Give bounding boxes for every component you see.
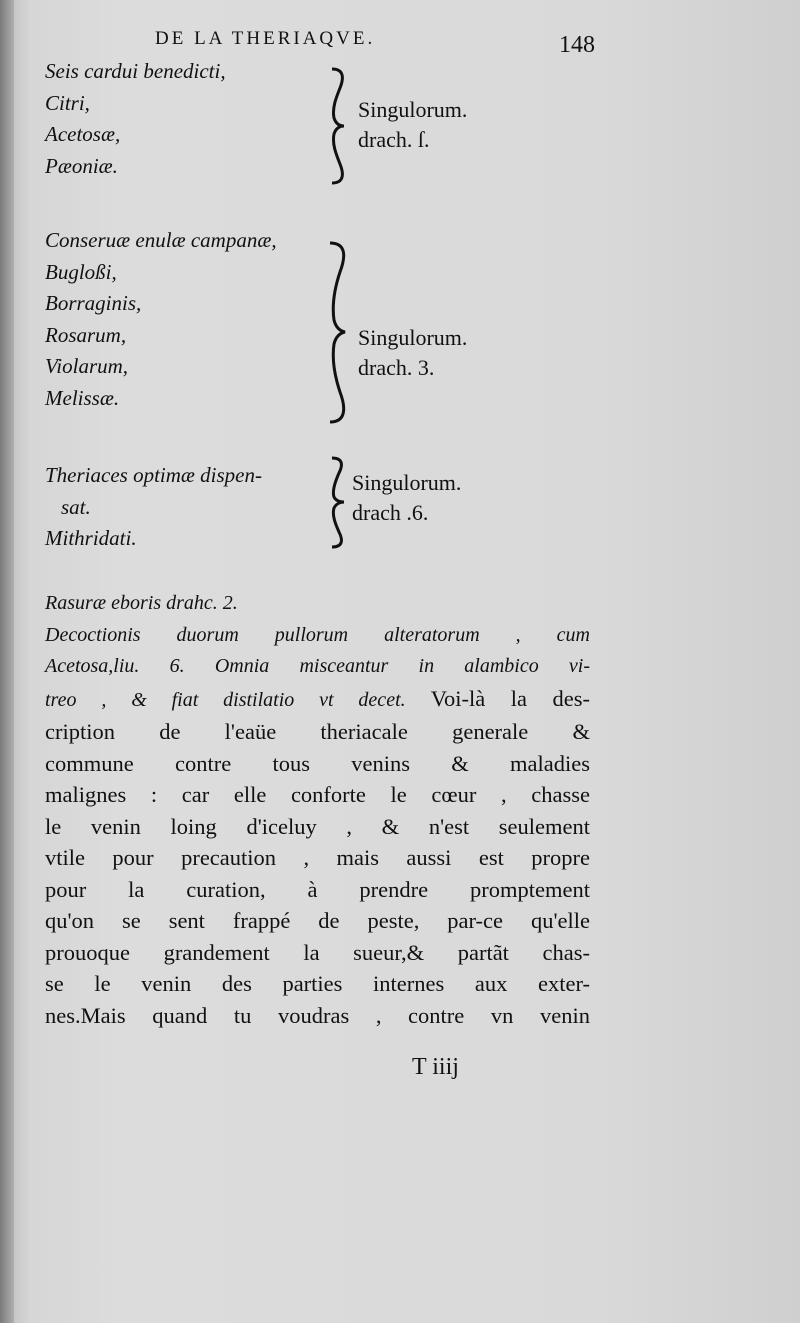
ingredient-item: Pæoniæ. [45,153,118,178]
brace-2 [318,240,348,425]
dose-amount: drach. 3. [358,355,435,380]
dose-amount: drach .6. [352,500,429,525]
dose-2 [358,323,467,383]
text-line: malignes : car elle conforte le cœur , chasse [45,782,590,807]
dose-amount: drach. ſ. [358,127,430,152]
text-line: Rasuræ eboris drahc. 2. [45,592,238,614]
text-line: commune contre tous venins & maladies [45,750,590,776]
brace-1 [318,66,348,186]
dose-label: Singulorum. [358,325,468,350]
page-header [155,28,595,58]
dose-1 [358,95,467,155]
text-line: prouoque grandement la sueur,& partãt chas- [45,939,590,965]
brace-3 [318,455,348,550]
text-line: Acetosa,liu. 6. Omnia misceantur in alambico vi- [45,655,590,677]
ingredient-group-1 [45,56,226,182]
text-line: le venin loing d'iceluy , & n'est seulement [45,813,590,839]
ingredient-item: Acetosæ, [45,122,121,146]
ingredient-item: Melissæ. [45,385,120,410]
dose-3 [352,468,461,528]
running-head: DE LA THERIAQVE. [155,28,376,49]
ingredient-group-2 [45,225,277,414]
text-line: se le venin des parties internes aux exter- [45,971,590,996]
ingredient-item: Rosarum, [45,322,127,347]
text-line: pour la curation, à prendre promptement [45,876,590,902]
text-fragment: Voi-là la des- [405,685,590,711]
ingredient-item: Mithridati. [45,526,137,550]
ingredient-item: Conseruæ enulæ campanæ, [45,228,277,252]
dose-label: Singulorum. [352,470,462,495]
text-line: vtile pour precaution , mais aussi est propre [45,845,590,870]
text-line: nes.Mais quand tu voudras , contre vn venin [45,1002,590,1028]
text-line-mixed [45,683,590,717]
ingredient-item: Borraginis, [45,291,142,315]
dose-label: Singulorum. [358,97,468,122]
signature-mark: T iiij [412,1054,459,1080]
text-line: Decoctionis duorum pullorum alteratorum , cum [45,623,590,646]
ingredient-item: Citri, [45,90,90,115]
ingredient-item: Theriaces optimæ dispen- [45,463,262,487]
ingredient-item: sat. [61,494,91,519]
ingredient-item: Bugloßi, [45,259,117,284]
text-line: cription de l'eaüe theriacale generale & [45,719,590,744]
text-fragment-italic: treo , & fiat distilatio vt decet. [45,688,406,711]
book-spine-shadow [0,0,14,1323]
page-number: 148 [559,32,595,58]
ingredient-item: Violarum, [45,354,129,378]
ingredient-group-3 [45,460,262,555]
text-line: qu'on se sent frappé de peste, par-ce qu'elle [45,908,590,933]
ingredient-item: Seis cardui benedicti, [45,59,226,83]
body-text [45,588,590,1031]
